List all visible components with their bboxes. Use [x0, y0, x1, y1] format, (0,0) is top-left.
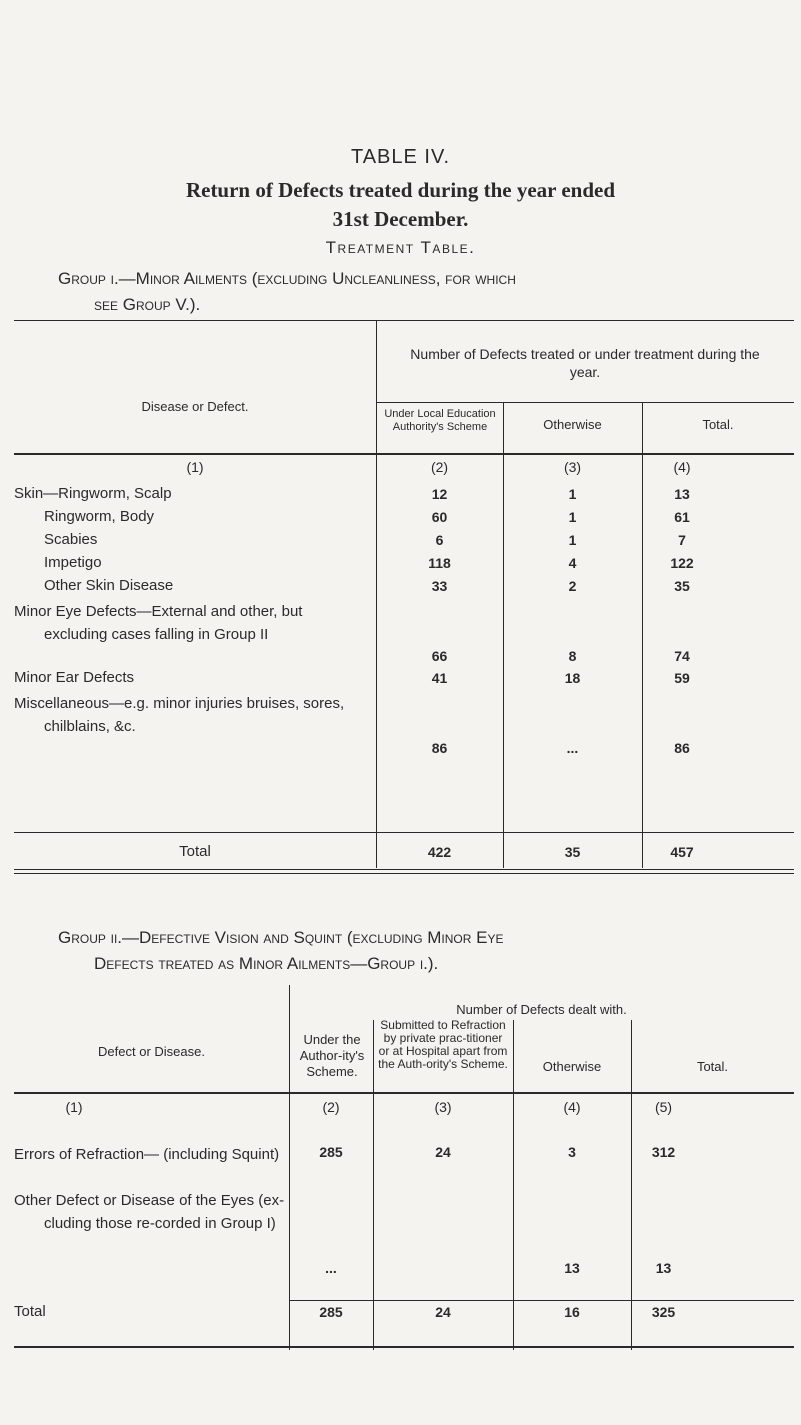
g2-col-scheme: Under the Author-ity's Scheme. — [299, 1032, 365, 1079]
g2-row-otherwise: 13 — [564, 1260, 580, 1276]
g2-col-submitted: Submitted to Refraction by private prac-titioner or at Hospital apart from the Auth-ority's Scheme. — [378, 1018, 508, 1071]
g1-vline-1 — [376, 320, 377, 868]
g2-row-submitted: 24 — [435, 1144, 451, 1160]
g1-row-otherwise: 2 — [568, 578, 577, 594]
g1-row-total: 7 — [678, 532, 686, 548]
g2-row-total: 13 — [655, 1260, 672, 1276]
group1-heading — [58, 266, 788, 318]
g1-col-otherwise: Otherwise — [543, 417, 602, 432]
g2-row-total: 312 — [651, 1144, 676, 1160]
g1-total-lea: 422 — [427, 844, 452, 860]
g2-row-otherwise: 3 — [568, 1144, 576, 1160]
group1-heading-line-1: Group i.—Minor Ailments (excluding Uncleanliness, for which — [58, 269, 516, 288]
g1-row-otherwise: 1 — [568, 532, 577, 548]
g1-total-label: Total — [179, 843, 211, 860]
g2-colnum-3: (3) — [434, 1099, 452, 1115]
table-subtitle — [0, 176, 801, 234]
g2-col-defect: Defect or Disease. — [98, 1044, 205, 1059]
g1-top-rule — [14, 320, 794, 321]
g1-row-label: Scabies — [44, 531, 98, 548]
g1-row-lea: 118 — [428, 555, 451, 571]
g2-total-label-text: Total — [14, 1303, 46, 1320]
g2-col-total: Total. — [696, 1059, 729, 1074]
g2-col-number: Number of Defects dealt with. — [456, 1002, 627, 1017]
g2-vline-1 — [289, 985, 290, 1350]
group2-heading — [58, 925, 788, 977]
subtitle-line-1: Return of Defects treated during the year ended — [185, 178, 616, 202]
g1-col-disease: Disease or Defect. — [141, 399, 249, 414]
g2-total-submitted: 24 — [435, 1304, 451, 1320]
g1-row-total: 13 — [674, 486, 690, 502]
g1-row-lea: 41 — [431, 670, 448, 686]
g1-row-otherwise: 1 — [568, 509, 577, 525]
group2-heading-line-1: Group ii.—Defective Vision and Squint (excluding Minor Eye — [58, 928, 504, 947]
g2-colnum-2: (2) — [322, 1099, 340, 1115]
g1-row-lea: 12 — [431, 486, 448, 502]
g1-row-label: Minor Ear Defects — [14, 669, 135, 686]
g1-col-number: Number of Defects treated or under treatment during the year. — [410, 346, 760, 380]
g1-row-otherwise: ... — [566, 740, 579, 756]
g1-header-rule — [14, 453, 794, 455]
g2-total-label — [14, 1303, 46, 1320]
g1-row-otherwise: 1 — [568, 486, 577, 502]
g1-row-lea: 6 — [435, 532, 444, 548]
group2-heading-line-2: Defects treated as Minor Ailments—Group i.). — [94, 954, 439, 973]
g2-row-scheme: 285 — [319, 1144, 343, 1160]
g1-row-label: Miscellaneous—e.g. minor injuries bruises, sores, chilblains, &c. — [14, 695, 345, 735]
g2-colnum-5: (5) — [654, 1099, 673, 1115]
g1-row-otherwise: 4 — [568, 555, 577, 571]
g2-colnum-1: (1) — [65, 1099, 83, 1115]
g1-col-lea: Under Local Education Authority's Scheme — [384, 408, 496, 433]
g2-total-scheme: 285 — [319, 1304, 343, 1320]
g1-total-total: 457 — [670, 844, 694, 860]
g1-row-lea: 33 — [431, 578, 448, 594]
table-title: TABLE IV. — [350, 146, 451, 168]
g1-row-total: 35 — [674, 578, 690, 594]
g1-total-rule — [14, 832, 794, 833]
g2-total-rule — [289, 1300, 794, 1301]
g1-row-total: 74 — [674, 648, 690, 664]
g1-row-label: Impetigo — [44, 554, 102, 571]
g1-row-total: 122 — [670, 555, 694, 571]
g1-col-total: Total. — [702, 417, 734, 432]
g1-row-lea: 60 — [431, 509, 448, 525]
treatment-table-heading: Treatment Table. — [325, 238, 476, 257]
g1-row-total: 59 — [674, 670, 690, 686]
g2-col-otherwise: Otherwise — [542, 1059, 602, 1074]
g1-row-total: 61 — [674, 509, 690, 525]
g1-colnum-1: (1) — [186, 459, 204, 475]
g1-colnum-2: (2) — [430, 459, 449, 475]
g1-total-otherwise: 35 — [564, 844, 581, 860]
g1-row-label: Other Skin Disease — [44, 577, 174, 594]
g2-row-label: Other Defect or Disease of the Eyes (ex-cluding those re-corded in Group I) — [14, 1192, 285, 1232]
g1-row-label: Skin—Ringworm, Scalp — [14, 485, 172, 502]
g1-row-label: Minor Eye Defects—External and other, but excluding cases falling in Group II — [14, 603, 303, 643]
g1-row-otherwise: 18 — [564, 670, 581, 686]
g1-colnum-3: (3) — [563, 459, 582, 475]
g2-row-scheme: ... — [325, 1260, 337, 1276]
g1-sub-rule — [376, 402, 794, 403]
subtitle-line-2: 31st December. — [332, 207, 469, 231]
g2-total-otherwise: 16 — [564, 1304, 580, 1320]
g1-row-otherwise: 8 — [568, 648, 577, 664]
g1-row-total: 86 — [674, 740, 690, 756]
g1-row-label: Ringworm, Body — [44, 508, 155, 525]
g1-bottom-rule-1 — [14, 869, 794, 870]
g2-colnum-4: (4) — [563, 1099, 581, 1115]
g1-row-lea: 66 — [431, 648, 448, 664]
g1-row-lea: 86 — [431, 740, 448, 756]
g1-bottom-rule-2 — [14, 873, 794, 874]
g2-header-rule — [14, 1092, 794, 1094]
g2-bottom-rule — [14, 1346, 794, 1348]
g2-total-total: 325 — [651, 1304, 676, 1320]
g1-colnum-4: (4) — [673, 459, 691, 475]
g2-row-label: Errors of Refraction— (including Squint) — [14, 1146, 280, 1163]
group1-heading-line-2: see Group V.). — [94, 295, 201, 314]
